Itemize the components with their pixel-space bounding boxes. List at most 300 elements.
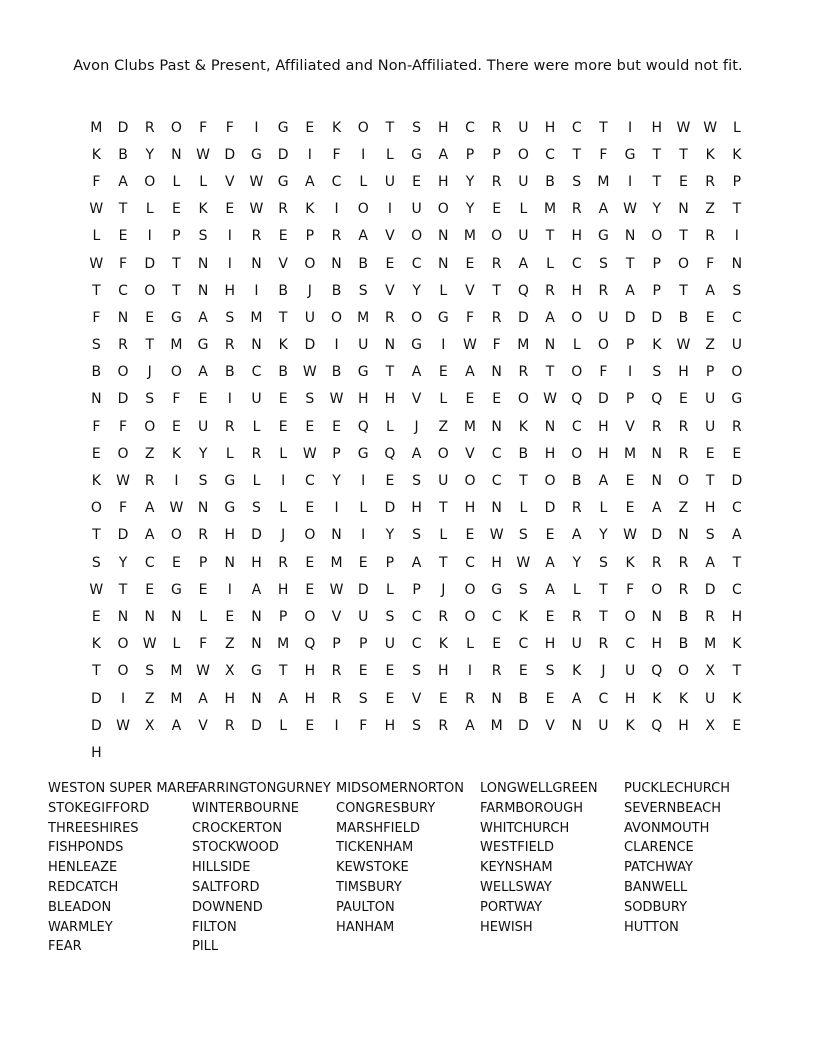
grid-letter: X <box>705 663 715 680</box>
grid-letter: Y <box>465 201 475 218</box>
grid-letter: A <box>465 717 475 734</box>
grid-letter: H <box>678 364 689 381</box>
grid-letter: S <box>412 527 422 544</box>
word-list-item: TIMSBURY <box>336 879 402 895</box>
grid-letter: W <box>89 581 104 598</box>
grid-letter: L <box>279 717 288 734</box>
grid-letter: R <box>118 337 128 354</box>
grid-letter: E <box>492 636 502 653</box>
grid-letter: S <box>225 309 235 326</box>
grid-letter: P <box>492 146 501 163</box>
grid-letter: S <box>652 364 662 381</box>
grid-letter: E <box>171 201 181 218</box>
grid-letter: K <box>652 337 662 354</box>
grid-letter: A <box>571 690 582 707</box>
grid-letter: A <box>171 717 182 734</box>
grid-letter: R <box>278 201 289 218</box>
grid-letter: M <box>517 337 530 354</box>
grid-letter: C <box>491 608 502 625</box>
grid-letter: B <box>224 364 235 381</box>
grid-letter: U <box>304 309 315 326</box>
grid-letter: O <box>117 445 129 462</box>
grid-letter: G <box>437 309 449 326</box>
grid-letter: L <box>386 146 394 163</box>
grid-letter: W <box>249 201 264 218</box>
word-list-item: BANWELL <box>624 879 688 895</box>
grid-letter: N <box>197 255 209 272</box>
grid-letter: A <box>144 527 155 544</box>
grid-letter: S <box>145 391 155 408</box>
grid-letter: E <box>198 581 208 598</box>
grid-letter: S <box>572 173 582 190</box>
grid-letter: W <box>676 337 691 354</box>
grid-letter: N <box>678 201 689 218</box>
grid-letter: D <box>277 146 289 163</box>
grid-letter: P <box>625 391 635 408</box>
grid-letter: A <box>651 500 662 517</box>
grid-letter: D <box>651 527 663 544</box>
grid-letter: N <box>491 418 502 435</box>
grid-letter: E <box>305 717 315 734</box>
grid-letter: D <box>117 119 129 136</box>
grid-letter: C <box>491 445 502 462</box>
grid-letter: M <box>90 119 103 136</box>
grid-letter: K <box>278 337 288 354</box>
grid-letter: E <box>412 173 422 190</box>
grid-letter: H <box>571 228 582 245</box>
grid-letter: U <box>705 690 716 707</box>
grid-letter: N <box>571 717 582 734</box>
grid-letter: C <box>251 364 262 381</box>
grid-letter: Q <box>357 418 369 435</box>
grid-letter: E <box>385 690 395 707</box>
word-list-item: SODBURY <box>624 899 688 915</box>
grid-letter: I <box>120 690 126 707</box>
grid-letter: E <box>171 418 181 435</box>
grid-letter: U <box>705 391 716 408</box>
grid-letter: H <box>678 717 689 734</box>
grid-letter: T <box>385 364 395 381</box>
grid-letter: D <box>731 473 743 490</box>
grid-letter: M <box>330 554 343 571</box>
grid-letter: N <box>331 255 342 272</box>
grid-letter: C <box>465 554 475 571</box>
grid-letter: O <box>437 445 449 462</box>
word-list-item: LONGWELLGREEN <box>480 781 598 796</box>
grid-letter: K <box>91 636 101 653</box>
grid-letter: E <box>225 608 235 625</box>
word-list-item: BLEADON <box>48 899 112 915</box>
grid-letter: T <box>599 608 608 625</box>
grid-letter: E <box>171 554 181 571</box>
grid-letter: T <box>732 554 742 571</box>
grid-letter: K <box>732 146 742 163</box>
grid-letter: K <box>732 690 742 707</box>
grid-letter: N <box>491 690 502 707</box>
grid-letter: M <box>170 337 183 354</box>
grid-letter: Y <box>385 527 395 544</box>
grid-letter: N <box>117 608 129 625</box>
word-list-item: WARMLEY <box>48 919 113 935</box>
grid-letter: L <box>439 391 448 408</box>
grid-letter: F <box>492 337 501 354</box>
grid-letter: V <box>331 608 342 625</box>
grid-letter: E <box>305 554 315 571</box>
grid-letter: W <box>196 663 211 680</box>
grid-letter: I <box>361 527 366 544</box>
grid-letter: R <box>678 554 689 571</box>
grid-letter: N <box>251 337 262 354</box>
grid-letter: O <box>117 364 129 381</box>
grid-letter: Y <box>652 201 662 218</box>
grid-letter: W <box>89 201 104 218</box>
grid-letter: E <box>91 608 101 625</box>
grid-letter: E <box>545 690 555 707</box>
grid-letter: A <box>598 473 609 490</box>
grid-letter: R <box>491 663 502 680</box>
grid-letter: C <box>571 119 582 136</box>
grid-letter: E <box>278 228 288 245</box>
grid-letter: W <box>329 391 344 408</box>
grid-letter: N <box>224 554 236 571</box>
grid-letter: H <box>464 500 476 517</box>
word-list-item: SEVERNBEACH <box>624 800 721 816</box>
grid-letter: E <box>492 201 502 218</box>
grid-letter: L <box>572 581 581 598</box>
grid-letter: Y <box>145 146 154 163</box>
grid-letter: A <box>358 228 368 245</box>
grid-letter: U <box>731 337 742 354</box>
grid-letter: O <box>437 201 449 218</box>
grid-letter: S <box>252 500 261 517</box>
grid-letter: B <box>278 364 288 381</box>
grid-letter: S <box>598 554 608 571</box>
grid-letter: A <box>625 282 635 299</box>
grid-letter: H <box>598 418 609 435</box>
grid-letter: T <box>705 473 715 490</box>
grid-letter: I <box>227 255 232 272</box>
grid-letter: R <box>518 364 529 381</box>
grid-letter: W <box>169 500 184 517</box>
word-list-item: REDCATCH <box>48 879 119 895</box>
grid-letter: M <box>250 309 263 326</box>
grid-letter: Z <box>224 636 235 653</box>
word-list-item: PATCHWAY <box>624 860 693 876</box>
grid-letter: O <box>517 391 529 408</box>
grid-letter: E <box>278 391 288 408</box>
word-list-column <box>336 779 480 957</box>
grid-letter: E <box>705 309 715 326</box>
grid-letter: U <box>518 228 529 245</box>
grid-letter: S <box>198 228 208 245</box>
grid-letter: C <box>545 146 555 163</box>
grid-letter: O <box>357 201 369 218</box>
grid-letter: S <box>358 690 368 707</box>
grid-letter: H <box>704 500 716 517</box>
grid-letter: C <box>571 255 582 272</box>
grid-letter: S <box>545 663 555 680</box>
grid-letter: R <box>224 337 235 354</box>
grid-letter: L <box>279 500 288 517</box>
grid-letter: M <box>277 636 290 653</box>
grid-letter: C <box>491 473 502 490</box>
word-list-item: HUTTON <box>624 919 679 935</box>
grid-letter: S <box>91 337 101 354</box>
grid-letter: P <box>332 636 341 653</box>
grid-letter: T <box>572 146 581 163</box>
word-list-item: WELLSWAY <box>480 879 552 895</box>
grid-letter: G <box>624 146 636 163</box>
grid-letter: E <box>385 663 395 680</box>
word-list-item: DOWNEND <box>192 899 263 915</box>
grid-letter: A <box>545 581 555 598</box>
grid-letter: H <box>357 391 369 408</box>
grid-letter: I <box>467 663 473 680</box>
grid-letter: F <box>199 636 208 653</box>
grid-letter: U <box>358 337 369 354</box>
grid-letter: U <box>598 309 609 326</box>
grid-letter: H <box>598 445 609 462</box>
grid-letter: Y <box>599 527 608 544</box>
grid-letter: C <box>411 636 422 653</box>
grid-letter: I <box>281 473 286 490</box>
grid-letter: R <box>331 690 342 707</box>
grid-letter: L <box>386 581 394 598</box>
grid-letter: K <box>171 445 181 462</box>
grid-letter: H <box>544 445 556 462</box>
grid-letter: O <box>677 473 689 490</box>
grid-letter: W <box>489 527 504 544</box>
grid-letter: L <box>145 201 154 218</box>
grid-letter: B <box>118 146 128 163</box>
grid-letter: D <box>517 309 529 326</box>
grid-letter: A <box>251 581 262 598</box>
grid-letter: T <box>278 663 288 680</box>
grid-letter: M <box>357 309 370 326</box>
grid-letter: R <box>251 228 262 245</box>
grid-letter: O <box>571 364 583 381</box>
grid-letter: E <box>305 418 315 435</box>
grid-letter: N <box>197 282 209 299</box>
word-list-item: PORTWAY <box>480 899 543 915</box>
grid-letter: F <box>225 119 234 136</box>
grid-letter: N <box>91 391 102 408</box>
grid-letter: U <box>438 473 449 490</box>
grid-letter: U <box>197 418 209 435</box>
grid-letter: J <box>307 282 312 299</box>
grid-letter: F <box>626 581 635 598</box>
grid-letter: X <box>144 717 155 734</box>
grid-letter: E <box>705 445 715 462</box>
grid-letter: Y <box>572 554 581 571</box>
grid-letter: D <box>117 391 129 408</box>
grid-letter: E <box>545 608 555 625</box>
grid-letter: A <box>118 173 128 190</box>
grid-letter: E <box>679 391 688 408</box>
grid-letter: G <box>170 581 182 598</box>
word-list-item: FISHPONDS <box>48 840 124 856</box>
grid-letter: H <box>438 119 449 136</box>
grid-letter: E <box>732 445 742 462</box>
grid-letter: G <box>224 473 236 490</box>
grid-letter: C <box>731 581 742 598</box>
grid-letter: D <box>598 391 609 408</box>
grid-letter: O <box>357 119 369 136</box>
grid-letter: A <box>198 690 208 707</box>
grid-letter: R <box>331 228 342 245</box>
grid-letter: Z <box>705 201 715 218</box>
grid-letter: C <box>571 418 582 435</box>
grid-letter: O <box>517 146 529 163</box>
grid-letter: Z <box>144 690 155 707</box>
grid-letter: Z <box>438 418 449 435</box>
grid-letter: M <box>543 201 557 218</box>
grid-letter: S <box>385 608 395 625</box>
grid-letter: O <box>170 527 182 544</box>
grid-letter: O <box>571 309 583 326</box>
grid-letter: R <box>465 690 475 707</box>
grid-letter: S <box>91 554 101 571</box>
grid-letter: Q <box>571 391 583 408</box>
grid-letter: A <box>705 282 715 299</box>
grid-letter: C <box>411 255 422 272</box>
grid-letter: O <box>144 282 156 299</box>
grid-letter: E <box>545 527 555 544</box>
grid-letter: B <box>571 473 582 490</box>
grid-letter: P <box>358 636 368 653</box>
grid-letter: T <box>439 554 448 571</box>
grid-letter: T <box>545 364 555 381</box>
grid-letter: N <box>331 527 342 544</box>
grid-letter: G <box>411 146 423 163</box>
grid-letter: K <box>652 690 662 707</box>
grid-letter: L <box>439 527 448 544</box>
word-list-item: FILTON <box>192 919 237 935</box>
grid-letter: I <box>334 717 339 734</box>
grid-letter: G <box>170 309 182 326</box>
grid-letter: E <box>438 690 448 707</box>
grid-letter: L <box>172 173 181 190</box>
grid-letter: S <box>145 663 155 680</box>
grid-letter: O <box>170 119 182 136</box>
grid-letter: D <box>90 690 102 707</box>
grid-letter: T <box>679 146 688 163</box>
grid-letter: U <box>384 173 396 190</box>
grid-letter: L <box>199 173 207 190</box>
grid-letter: K <box>518 418 528 435</box>
grid-letter: O <box>544 473 556 490</box>
grid-letter: A <box>518 255 529 272</box>
grid-letter: R <box>731 418 742 435</box>
grid-letter: V <box>465 445 475 462</box>
grid-letter: Y <box>332 473 341 490</box>
grid-letter: R <box>651 418 662 435</box>
grid-letter: B <box>678 608 689 625</box>
grid-letter: G <box>357 445 369 462</box>
grid-letter: M <box>463 228 477 245</box>
grid-letter: S <box>305 391 315 408</box>
grid-letter: K <box>625 717 635 734</box>
grid-letter: P <box>705 364 715 381</box>
grid-letter: H <box>304 690 316 707</box>
grid-letter: R <box>144 119 155 136</box>
grid-letter: A <box>144 500 155 517</box>
grid-letter: E <box>118 228 128 245</box>
grid-letter: D <box>624 309 636 326</box>
grid-letter: T <box>679 228 688 245</box>
grid-letter: A <box>545 554 555 571</box>
grid-letter: N <box>651 473 663 490</box>
grid-letter: S <box>198 473 208 490</box>
grid-letter: A <box>465 364 475 381</box>
grid-letter: O <box>624 608 636 625</box>
grid-letter: H <box>384 391 396 408</box>
grid-letter: I <box>441 337 446 354</box>
grid-letter: H <box>491 554 502 571</box>
grid-letter: R <box>491 119 502 136</box>
grid-letter: N <box>651 608 663 625</box>
grid-letter: L <box>599 500 608 517</box>
grid-letter: S <box>705 527 715 544</box>
grid-letter: S <box>412 119 422 136</box>
grid-letter: T <box>625 255 635 272</box>
word-list-item: PILL <box>192 939 219 955</box>
grid-letter: A <box>198 364 208 381</box>
grid-letter: F <box>119 255 128 272</box>
word-list-item: MIDSOMERNORTON <box>336 781 464 796</box>
grid-letter: H <box>251 554 262 571</box>
word-list-item: HANHAM <box>336 919 395 935</box>
grid-letter: C <box>731 500 742 517</box>
grid-letter: F <box>92 418 101 435</box>
grid-letter: H <box>384 717 396 734</box>
word-list-column <box>624 779 768 957</box>
grid-letter: E <box>225 201 235 218</box>
grid-letter: O <box>677 255 689 272</box>
grid-letter: Q <box>384 445 396 462</box>
grid-letter: T <box>492 282 501 299</box>
grid-letter: C <box>411 608 422 625</box>
grid-letter: R <box>278 554 289 571</box>
grid-letter: G <box>491 581 503 598</box>
grid-letter: Q <box>651 663 663 680</box>
grid-letter: B <box>678 309 689 326</box>
grid-letter: L <box>225 445 234 462</box>
grid-letter: O <box>144 418 156 435</box>
grid-letter: L <box>359 500 368 517</box>
grid-letter: D <box>384 500 396 517</box>
grid-letter: G <box>731 391 743 408</box>
grid-letter: A <box>705 554 715 571</box>
grid-letter: N <box>197 500 209 517</box>
grid-letter: V <box>411 690 422 707</box>
grid-letter: O <box>597 337 609 354</box>
grid-letter: R <box>144 473 155 490</box>
grid-letter: N <box>171 608 182 625</box>
grid-letter: T <box>439 500 448 517</box>
grid-letter: K <box>572 663 582 680</box>
grid-letter: F <box>359 717 368 734</box>
grid-letter: T <box>599 119 608 136</box>
word-list-item: AVONMOUTH <box>624 820 710 836</box>
grid-letter: H <box>624 690 636 707</box>
word-list-column <box>48 779 192 957</box>
grid-letter: D <box>90 717 102 734</box>
grid-letter: G <box>251 146 262 163</box>
grid-letter: L <box>199 608 207 625</box>
grid-letter: K <box>705 146 715 163</box>
grid-letter: I <box>254 119 259 136</box>
